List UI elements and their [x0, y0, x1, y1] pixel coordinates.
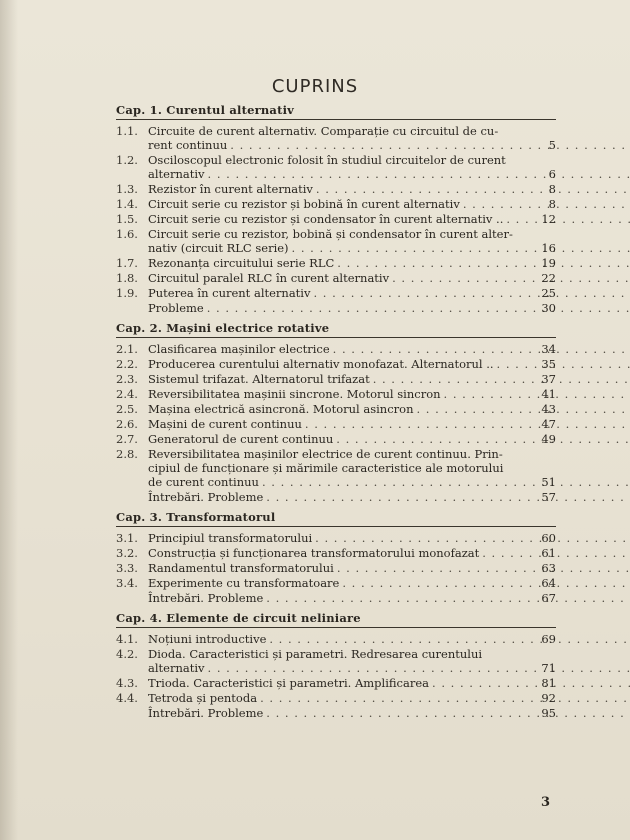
- entry-text: [148, 576, 630, 590]
- entry-line: [148, 647, 630, 661]
- dot-leader: [208, 167, 630, 181]
- dot-leader: [497, 357, 630, 371]
- toc-entry: [116, 546, 556, 560]
- dot-leader: [482, 546, 630, 560]
- entry-line: [148, 417, 630, 431]
- section-number: 1.3.: [116, 182, 138, 196]
- toc-entry: [116, 591, 556, 605]
- toc-entry: [116, 182, 556, 196]
- section-number: 4.3.: [116, 676, 138, 690]
- section-number: 2.4.: [116, 387, 138, 401]
- entry-line: [148, 153, 630, 167]
- entry-text: [148, 561, 630, 575]
- entry-text: [148, 531, 630, 545]
- section-number: 1.9.: [116, 286, 138, 300]
- section-number: 2.6.: [116, 417, 138, 431]
- entry-text: [148, 357, 630, 371]
- toc-entry: [116, 447, 556, 489]
- entry-line-text: Sistemul trifazat. Alternatorul trifazat: [148, 372, 370, 386]
- entry-line-text: Rezistor în curent alternativ: [148, 182, 313, 196]
- entry-page-number: 35: [541, 357, 556, 371]
- entry-line: [148, 372, 630, 386]
- dot-leader: [315, 531, 630, 545]
- entry-line-text: Circuite de curent alternativ. Comparație cu circuitul de cu-: [148, 124, 499, 138]
- toc-entry: [116, 197, 556, 211]
- section-number: 4.2.: [116, 647, 138, 661]
- entry-line-text: Tetroda și pentoda: [148, 691, 258, 705]
- entry-text: [148, 676, 630, 690]
- entry-line: [148, 676, 630, 690]
- toc-entry: [116, 531, 556, 545]
- entry-page-number: 69: [541, 632, 556, 646]
- entry-page-number: 22: [541, 271, 556, 285]
- entry-line: [148, 632, 630, 646]
- entry-text: [148, 153, 630, 181]
- entry-line-text: Generatorul de curent continuu: [148, 432, 334, 446]
- entry-page-number: 63: [541, 561, 556, 575]
- dot-leader: [260, 691, 630, 705]
- dot-leader: [305, 417, 630, 431]
- entry-page-number: 92: [541, 691, 556, 705]
- entry-page-number: 8: [548, 182, 556, 196]
- entry-page-number: 67: [541, 591, 556, 605]
- toc-entry: [116, 647, 556, 675]
- entry-page-number: 81: [541, 676, 556, 690]
- page-number: 3: [540, 795, 550, 810]
- toc-entry: [116, 402, 556, 416]
- entry-line-text: Mașini de curent continuu: [148, 417, 302, 431]
- toc-entry: [116, 342, 556, 356]
- entry-line: [148, 447, 630, 461]
- entry-page-number: 37: [541, 372, 556, 386]
- entry-line: [148, 342, 630, 356]
- entry-text: [148, 301, 630, 315]
- toc-entry: [116, 632, 556, 646]
- entry-line-text: Experimente cu transformatoare: [148, 576, 340, 590]
- entry-line: [148, 227, 630, 241]
- toc-entry: [116, 372, 556, 386]
- chapter-section: [116, 321, 556, 504]
- entry-line-text: Reversibilitatea mașinilor electrice de curent continuu. Prin-: [148, 447, 503, 461]
- toc-entry: [116, 357, 556, 371]
- entry-line: [148, 661, 630, 675]
- entry-line: [148, 531, 630, 545]
- entry-line-text: de curent continuu: [148, 475, 259, 489]
- dot-leader: [292, 241, 630, 255]
- section-number: 1.1.: [116, 124, 138, 138]
- dot-leader: [313, 286, 630, 300]
- entry-line: [148, 387, 630, 401]
- entry-page-number: 51: [541, 475, 556, 489]
- entry-page-number: 30: [541, 301, 556, 315]
- entry-text: [148, 402, 630, 416]
- entry-line-text: Întrebări. Probleme: [148, 490, 264, 504]
- entry-page-number: 95: [541, 706, 556, 720]
- section-number: 3.1.: [116, 531, 138, 545]
- entry-text: [148, 227, 630, 255]
- entry-text: [148, 372, 630, 386]
- toc-entry: [116, 432, 556, 446]
- entry-text: [148, 546, 630, 560]
- section-number: 2.8.: [116, 447, 138, 461]
- entry-line-text: Circuit serie cu rezistor, bobină și condensator în curent alter-: [148, 227, 513, 241]
- entry-text: [148, 447, 630, 489]
- entry-page-number: 64: [541, 576, 556, 590]
- entry-text: [148, 256, 630, 270]
- entry-line: [148, 576, 630, 590]
- dot-leader: [337, 256, 630, 270]
- dot-leader: [336, 432, 630, 446]
- entry-line-text: Producerea curentului alternativ monofazat. Alternatorul ..: [148, 357, 494, 371]
- entry-line-text: Construcția și funcționarea transformatorului monofazat: [148, 546, 480, 560]
- section-number: 1.4.: [116, 197, 138, 211]
- entry-page-number: 12: [541, 212, 556, 226]
- toc-entry: [116, 576, 556, 590]
- entry-line-text: cipiul de funcționare și mărimile caracteristice ale motorului: [148, 461, 504, 475]
- section-number: 3.3.: [116, 561, 138, 575]
- chapter-section: [116, 611, 556, 720]
- entry-text: [148, 647, 630, 675]
- entry-text: [148, 432, 630, 446]
- entry-line-text: Întrebări. Probleme: [148, 591, 264, 605]
- entry-line: [148, 271, 630, 285]
- toc-entry: [116, 124, 556, 152]
- section-number: 1.5.: [116, 212, 138, 226]
- section-number: 2.2.: [116, 357, 138, 371]
- entry-text: [148, 124, 630, 152]
- entry-text: [148, 342, 630, 356]
- entry-line-text: Circuit serie cu rezistor și condensator în curent alternativ ..: [148, 212, 504, 226]
- entry-line: [148, 691, 630, 705]
- entry-line: [148, 561, 630, 575]
- entry-line: [148, 357, 630, 371]
- entry-line-text: Randamentul transformatorului: [148, 561, 334, 575]
- toc-entry: [116, 691, 556, 705]
- entry-page-number: 5: [548, 138, 556, 152]
- entry-line-text: Osciloscopul electronic folosit în studiul circuitelor de curent: [148, 153, 506, 167]
- page-gutter-shadow: [0, 0, 18, 840]
- entry-line-text: Noțiuni introductive: [148, 632, 267, 646]
- entry-line-text: Circuitul paralel RLC în curent alternativ: [148, 271, 390, 285]
- toc-entry: [116, 676, 556, 690]
- toc-entry: [116, 387, 556, 401]
- entry-page-number: 6: [548, 167, 556, 181]
- entry-text: [148, 632, 630, 646]
- entry-line-text: Mașina electrică asincronă. Motorul asincron: [148, 402, 414, 416]
- entry-line: [148, 402, 630, 416]
- entry-text: [148, 212, 630, 226]
- dot-leader: [208, 661, 630, 675]
- dot-leader: [266, 591, 630, 605]
- entry-line-text: Rezonanța circuitului serie RLC: [148, 256, 335, 270]
- entry-text: [148, 490, 630, 504]
- entry-text: [148, 286, 630, 300]
- section-number: 4.4.: [116, 691, 138, 705]
- section-number: 2.3.: [116, 372, 138, 386]
- entry-page-number: 19: [541, 256, 556, 270]
- entry-page-number: 60: [541, 531, 556, 545]
- section-number: 2.5.: [116, 402, 138, 416]
- entry-page-number: 8: [548, 197, 556, 211]
- entry-line: [148, 167, 630, 181]
- entry-line: [148, 461, 630, 475]
- toc-entry: [116, 417, 556, 431]
- entry-line: [148, 138, 630, 152]
- section-number: 1.8.: [116, 271, 138, 285]
- dot-leader: [342, 576, 630, 590]
- toc-entry: [116, 706, 556, 720]
- entry-line-text: alternativ: [148, 661, 205, 675]
- toc-entry: [116, 286, 556, 300]
- dot-leader: [316, 182, 630, 196]
- dot-leader: [266, 706, 630, 720]
- section-number: 1.7.: [116, 256, 138, 270]
- entry-page-number: 34: [541, 342, 556, 356]
- entry-page-number: 49: [541, 432, 556, 446]
- entry-line: [148, 241, 630, 255]
- entry-line: [148, 182, 630, 196]
- entry-line-text: Principiul transformatorului: [148, 531, 313, 545]
- entry-page-number: 41: [541, 387, 556, 401]
- section-number: 2.7.: [116, 432, 138, 446]
- dot-leader: [373, 372, 630, 386]
- entry-page-number: 61: [541, 546, 556, 560]
- entry-text: [148, 706, 630, 720]
- entry-line: [148, 546, 630, 560]
- chapter-heading: Cap. 2. Mașini electrice rotative: [116, 321, 556, 338]
- entry-line-text: nativ (circuit RLC serie): [148, 241, 289, 255]
- entry-line: [148, 591, 630, 605]
- section-number: 2.1.: [116, 342, 138, 356]
- entry-line-text: rent continuu: [148, 138, 228, 152]
- chapter-heading: Cap. 1. Curentul alternativ: [116, 103, 556, 120]
- entry-page-number: 71: [541, 661, 556, 675]
- entry-text: [148, 271, 630, 285]
- dot-leader: [230, 138, 630, 152]
- dot-leader: [266, 490, 630, 504]
- chapter-heading: Cap. 3. Transformatorul: [116, 510, 556, 527]
- entry-line-text: Întrebări. Probleme: [148, 706, 264, 720]
- entry-line-text: Probleme: [148, 301, 204, 315]
- entry-line: [148, 286, 630, 300]
- section-number: 1.2.: [116, 153, 138, 167]
- dot-leader: [392, 271, 630, 285]
- dot-leader: [207, 301, 630, 315]
- entry-text: [148, 591, 630, 605]
- entry-line: [148, 197, 630, 211]
- dot-leader: [269, 632, 630, 646]
- section-number: 1.6.: [116, 227, 138, 241]
- section-number: 4.1.: [116, 632, 138, 646]
- toc-entry: [116, 227, 556, 255]
- entry-line: [148, 124, 630, 138]
- chapter-section: [116, 510, 556, 605]
- entry-line-text: Dioda. Caracteristici și parametri. Redresarea curentului: [148, 647, 483, 661]
- entry-page-number: 16: [541, 241, 556, 255]
- entry-line-text: Clasificarea mașinilor electrice: [148, 342, 330, 356]
- dot-leader: [333, 342, 630, 356]
- entry-text: [148, 691, 630, 705]
- page-title: CUPRINS: [271, 76, 359, 97]
- entry-line-text: Trioda. Caracteristici și parametri. Amplificarea: [148, 676, 430, 690]
- entry-line-text: Puterea în curent alternativ: [148, 286, 311, 300]
- dot-leader: [337, 561, 630, 575]
- toc-entry: [116, 256, 556, 270]
- chapter-heading: Cap. 4. Elemente de circuit neliniare: [116, 611, 556, 628]
- entry-line-text: alternativ: [148, 167, 205, 181]
- toc-entry: [116, 153, 556, 181]
- entry-line: [148, 256, 630, 270]
- table-of-contents: [116, 103, 556, 720]
- entry-line: [148, 432, 630, 446]
- entry-page-number: 25: [541, 286, 556, 300]
- entry-text: [148, 417, 630, 431]
- entry-page-number: 57: [541, 490, 556, 504]
- entry-text: [148, 182, 630, 196]
- entry-page-number: 47: [541, 417, 556, 431]
- toc-entry: [116, 561, 556, 575]
- section-number: 3.2.: [116, 546, 138, 560]
- toc-entry: [116, 271, 556, 285]
- entry-text: [148, 387, 630, 401]
- chapter-section: [116, 103, 556, 315]
- toc-entry: [116, 212, 556, 226]
- entry-line-text: Circuit serie cu rezistor și bobină în curent alternativ: [148, 197, 460, 211]
- entry-line: [148, 301, 630, 315]
- entry-line: [148, 706, 630, 720]
- entry-line: [148, 475, 630, 489]
- section-number: 3.4.: [116, 576, 138, 590]
- entry-page-number: 43: [541, 402, 556, 416]
- entry-text: [148, 197, 630, 211]
- entry-line: [148, 490, 630, 504]
- toc-entry: [116, 490, 556, 504]
- dot-leader: [262, 475, 630, 489]
- entry-line: [148, 212, 630, 226]
- entry-line-text: Reversibilitatea mașinii sincrone. Motorul sincron: [148, 387, 441, 401]
- toc-entry: [116, 301, 556, 315]
